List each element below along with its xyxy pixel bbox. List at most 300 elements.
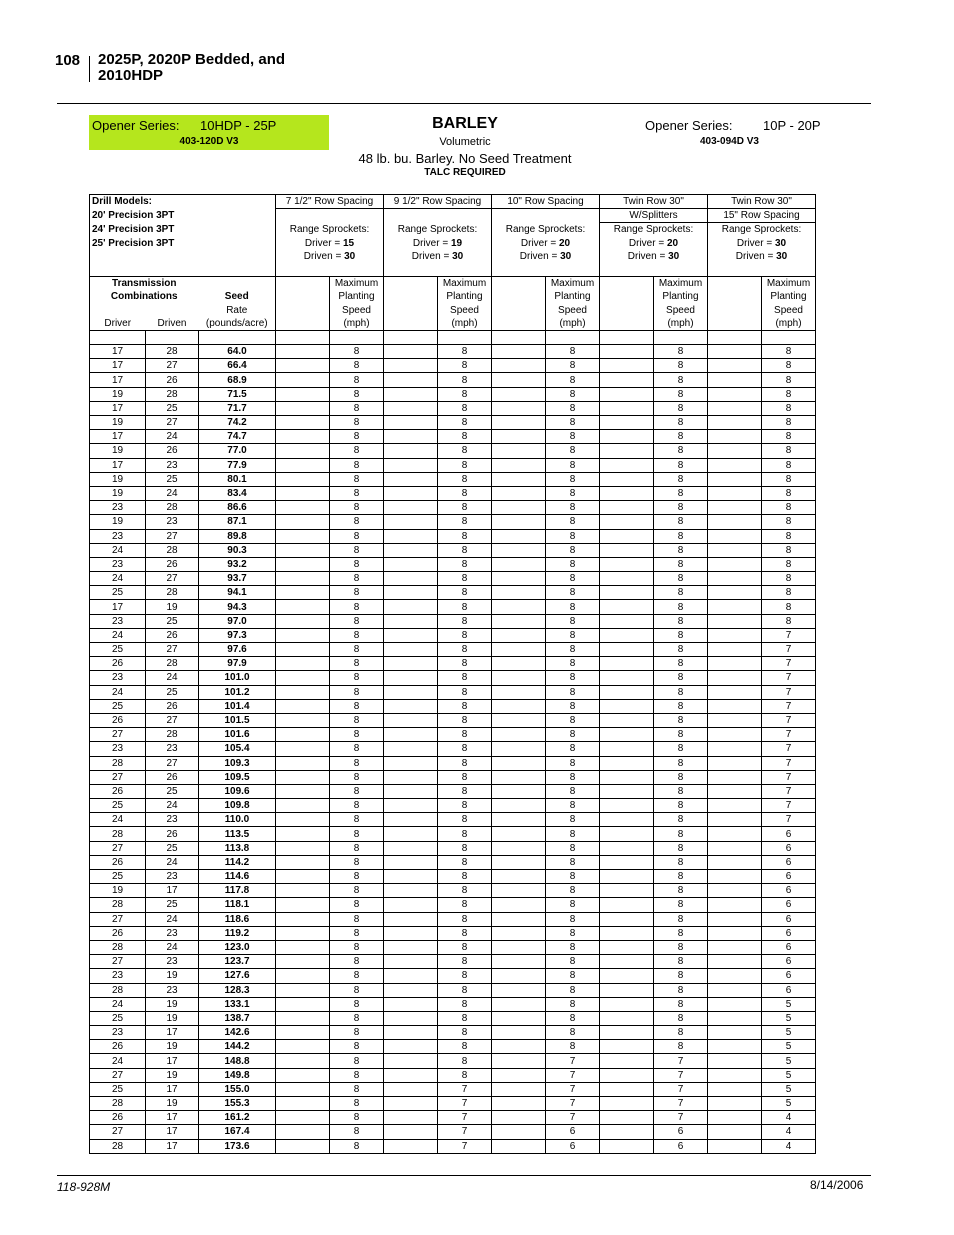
max-header: Planting (330, 290, 384, 303)
driver-cell: 26 (90, 1040, 146, 1054)
driven-cell: 25 (146, 401, 199, 415)
max-speed-cell: 8 (438, 870, 492, 884)
spacer-cell (384, 784, 438, 798)
spacer-cell (708, 955, 762, 969)
driver-cell: 24 (90, 813, 146, 827)
seed-rate-cell: 113.8 (199, 841, 276, 855)
sprocket-driven-value: 30 (776, 250, 788, 262)
table-row (90, 486, 816, 500)
spacer-cell (276, 614, 330, 628)
table-row (90, 600, 816, 614)
sprocket-driven-label: Driven = (519, 250, 561, 262)
max-speed-cell: 8 (330, 955, 384, 969)
max-speed-cell: 8 (546, 628, 600, 642)
spacer-cell (384, 841, 438, 855)
spacer-cell (708, 543, 762, 557)
spacer-cell (708, 898, 762, 912)
driven-heading: Driven (146, 317, 199, 331)
seed-rate-table (89, 194, 816, 1154)
spacer-cell (384, 543, 438, 557)
spacing-label-1: 9 1/2" Row Spacing (384, 195, 492, 209)
driver-cell: 26 (90, 1111, 146, 1125)
max-header: Speed (330, 304, 384, 317)
max-speed-cell: 8 (330, 756, 384, 770)
table-row (90, 430, 816, 444)
max-speed-cell: 6 (762, 926, 816, 940)
spacer-cell (708, 401, 762, 415)
spacer-cell (492, 543, 546, 557)
table-row (90, 855, 816, 869)
driver-cell: 19 (90, 387, 146, 401)
max-speed-cell: 8 (438, 756, 492, 770)
spacer-cell (708, 699, 762, 713)
max-speed-cell: 5 (762, 1011, 816, 1025)
spacer-cell (600, 870, 654, 884)
max-speed-cell: 8 (654, 345, 708, 359)
spacer-cell (384, 799, 438, 813)
driver-cell: 23 (90, 557, 146, 571)
max-header: Speed (654, 304, 708, 317)
spacer-cell (708, 472, 762, 486)
seed-rate-cell: 71.7 (199, 401, 276, 415)
spacer-cell (492, 1068, 546, 1082)
max-speed-cell: 8 (654, 841, 708, 855)
max-speed-cell: 8 (546, 572, 600, 586)
drill-models-heading: Drill Models: (90, 195, 276, 209)
driven-cell: 17 (146, 1026, 199, 1040)
max-speed-cell: 8 (438, 841, 492, 855)
spacer-cell (708, 1068, 762, 1082)
table-row (90, 472, 816, 486)
seed-rate-cell: 155.3 (199, 1097, 276, 1111)
max-speed-cell: 8 (438, 657, 492, 671)
max-speed-cell: 8 (546, 770, 600, 784)
max-speed-cell: 8 (330, 572, 384, 586)
spacer-cell (600, 1082, 654, 1096)
max-speed-cell: 8 (438, 401, 492, 415)
max-speed-cell: 8 (546, 501, 600, 515)
max-speed-cell: 8 (438, 983, 492, 997)
driven-cell: 17 (146, 1082, 199, 1096)
max-speed-cell: 8 (546, 699, 600, 713)
seed-rate-cell: 110.0 (199, 813, 276, 827)
max-speed-cell: 8 (654, 784, 708, 798)
max-speed-cell: 8 (330, 657, 384, 671)
max-speed-cell: 8 (330, 671, 384, 685)
spacer-cell (492, 486, 546, 500)
max-speed-cell: 8 (438, 884, 492, 898)
spacer-cell (492, 359, 546, 373)
table-row (90, 756, 816, 770)
table-row (90, 387, 816, 401)
table-row (90, 359, 816, 373)
max-speed-cell: 8 (438, 501, 492, 515)
max-header: Maximum (762, 277, 816, 291)
transmission-heading: Transmission (90, 277, 199, 291)
max-speed-cell: 8 (762, 359, 816, 373)
sprocket-driven-label: Driven = (411, 250, 453, 262)
driven-cell: 19 (146, 600, 199, 614)
max-speed-cell: 8 (546, 713, 600, 727)
driven-cell: 23 (146, 515, 199, 529)
sprocket-driven-2 (492, 250, 600, 263)
driver-cell: 19 (90, 884, 146, 898)
driven-cell: 23 (146, 983, 199, 997)
spacer-cell (708, 742, 762, 756)
spacer-cell (276, 713, 330, 727)
max-speed-cell: 7 (546, 1097, 600, 1111)
driver-cell: 24 (90, 628, 146, 642)
document-number: 118-928M (57, 1180, 111, 1194)
spacer-cell (708, 572, 762, 586)
spacer-cell (276, 955, 330, 969)
spacer-cell (708, 728, 762, 742)
max-speed-cell: 8 (654, 813, 708, 827)
driven-cell: 26 (146, 827, 199, 841)
max-speed-cell: 8 (762, 430, 816, 444)
max-speed-cell: 8 (654, 628, 708, 642)
opener-series-left (89, 115, 329, 150)
spacer-cell (492, 784, 546, 798)
table-row (90, 926, 816, 940)
spacer-cell (276, 983, 330, 997)
spacer-cell (600, 685, 654, 699)
max-speed-cell: 8 (762, 557, 816, 571)
max-header: Planting (546, 290, 600, 303)
sprocket-driven-3 (600, 250, 708, 263)
sprocket-driver-value: 15 (342, 237, 355, 249)
max-speed-cell: 7 (546, 1054, 600, 1068)
spacer-cell (276, 870, 330, 884)
max-speed-cell: 8 (330, 1068, 384, 1082)
max-speed-cell: 8 (438, 671, 492, 685)
max-speed-cell: 8 (330, 444, 384, 458)
driver-cell: 17 (90, 401, 146, 415)
spacing-label-2: 10" Row Spacing (492, 195, 600, 209)
table-row (90, 685, 816, 699)
table-row (90, 543, 816, 557)
sprocket-driver-label: Driver = (736, 237, 775, 249)
table-row (90, 898, 816, 912)
seed-rate-cell: 119.2 (199, 926, 276, 940)
max-speed-cell: 8 (762, 345, 816, 359)
max-speed-cell: 4 (762, 1111, 816, 1125)
max-speed-cell: 8 (546, 458, 600, 472)
document-date: 8/14/2006 (810, 1178, 864, 1192)
seed-heading: Seed (199, 290, 276, 303)
spacer-cell (600, 884, 654, 898)
max-speed-cell: 8 (438, 416, 492, 430)
spacer-cell (384, 572, 438, 586)
max-speed-cell: 8 (654, 756, 708, 770)
max-speed-cell: 8 (654, 643, 708, 657)
spacer-cell (492, 969, 546, 983)
spacer-cell (276, 1011, 330, 1025)
driven-cell: 26 (146, 628, 199, 642)
max-speed-cell: 7 (654, 1111, 708, 1125)
max-speed-cell: 8 (330, 969, 384, 983)
max-speed-cell: 8 (762, 444, 816, 458)
max-header: (mph) (762, 317, 816, 331)
spacer-cell (384, 884, 438, 898)
driver-cell: 23 (90, 969, 146, 983)
max-speed-cell: 8 (546, 430, 600, 444)
max-speed-cell: 5 (762, 1054, 816, 1068)
spacer-cell (276, 784, 330, 798)
driven-cell: 25 (146, 614, 199, 628)
header-rule (57, 103, 871, 104)
spacer-cell (384, 983, 438, 997)
seed-rate-cell: 66.4 (199, 359, 276, 373)
spacer-cell (276, 940, 330, 954)
table-row (90, 955, 816, 969)
spacer-cell (384, 1054, 438, 1068)
max-speed-cell: 7 (762, 685, 816, 699)
driven-cell: 26 (146, 444, 199, 458)
max-speed-cell: 8 (654, 997, 708, 1011)
seed-rate-cell: 97.0 (199, 614, 276, 628)
spacer-cell (708, 430, 762, 444)
max-speed-cell: 6 (762, 983, 816, 997)
spacer-cell (384, 713, 438, 727)
max-speed-cell: 8 (762, 458, 816, 472)
spacer-cell (384, 1040, 438, 1054)
spacer-cell (492, 515, 546, 529)
spacer-cell (384, 926, 438, 940)
spacer-cell (384, 1139, 438, 1153)
seed-rate-cell: 101.5 (199, 713, 276, 727)
spacer-cell (276, 486, 330, 500)
seed-rate-cell: 109.5 (199, 770, 276, 784)
max-speed-cell: 8 (546, 643, 600, 657)
spacer-cell (492, 1125, 546, 1139)
max-speed-cell: 8 (546, 600, 600, 614)
spacer-cell (276, 827, 330, 841)
max-speed-cell: 8 (438, 969, 492, 983)
spacer-cell (276, 458, 330, 472)
spacer-cell (600, 543, 654, 557)
spacer-cell (600, 728, 654, 742)
spacer-cell (492, 770, 546, 784)
table-row (90, 1054, 816, 1068)
max-speed-cell: 8 (330, 458, 384, 472)
max-speed-cell: 8 (330, 1054, 384, 1068)
max-header: Maximum (546, 277, 600, 291)
max-speed-cell: 6 (546, 1125, 600, 1139)
driver-cell: 27 (90, 728, 146, 742)
crop-subtitle: 48 lb. bu. Barley. No Seed Treatment (358, 151, 572, 166)
driver-cell: 25 (90, 586, 146, 600)
spacer-cell (384, 1111, 438, 1125)
max-speed-cell: 8 (330, 742, 384, 756)
spacer-cell (492, 600, 546, 614)
max-speed-cell: 7 (762, 813, 816, 827)
spacing-sublabel-3: W/Splitters (600, 209, 708, 223)
driven-cell: 24 (146, 855, 199, 869)
max-speed-cell: 6 (762, 955, 816, 969)
spacer-cell (708, 926, 762, 940)
max-speed-cell: 8 (330, 884, 384, 898)
seed-rate-cell: 80.1 (199, 472, 276, 486)
rate-heading: Rate (199, 304, 276, 317)
spacer-cell (492, 657, 546, 671)
spacer-cell (492, 1054, 546, 1068)
driven-cell: 26 (146, 557, 199, 571)
max-speed-cell: 8 (654, 855, 708, 869)
sprocket-driver-4 (708, 237, 816, 250)
max-speed-cell: 8 (330, 486, 384, 500)
spacer-cell (600, 1125, 654, 1139)
max-header: Planting (438, 290, 492, 303)
spacer-cell (600, 416, 654, 430)
spacer-cell (492, 983, 546, 997)
max-speed-cell: 8 (330, 926, 384, 940)
sprocket-title: Range Sprockets: (276, 223, 384, 237)
max-speed-cell: 8 (330, 940, 384, 954)
driver-cell: 26 (90, 657, 146, 671)
max-speed-cell: 8 (330, 713, 384, 727)
max-speed-cell: 8 (438, 898, 492, 912)
spacer-cell (276, 912, 330, 926)
spacer-cell (384, 430, 438, 444)
max-speed-cell: 8 (330, 827, 384, 841)
max-speed-cell: 8 (438, 770, 492, 784)
max-speed-cell: 8 (654, 685, 708, 699)
spacer-cell (600, 671, 654, 685)
max-speed-cell: 8 (330, 586, 384, 600)
spacer-cell (276, 855, 330, 869)
spacer-cell (492, 742, 546, 756)
seed-rate-cell: 74.2 (199, 416, 276, 430)
spacer-cell (600, 373, 654, 387)
spacer-cell (384, 699, 438, 713)
spacer-cell (708, 643, 762, 657)
seed-rate-cell: 128.3 (199, 983, 276, 997)
max-speed-cell: 6 (762, 827, 816, 841)
max-speed-cell: 8 (330, 614, 384, 628)
spacer-cell (492, 855, 546, 869)
spacer-cell (708, 799, 762, 813)
seed-rate-cell: 64.0 (199, 345, 276, 359)
spacer-cell (492, 501, 546, 515)
spacer-cell (492, 444, 546, 458)
max-speed-cell: 8 (438, 799, 492, 813)
max-header: (mph) (438, 317, 492, 331)
spacer-cell (600, 458, 654, 472)
driver-cell: 19 (90, 416, 146, 430)
driven-cell: 17 (146, 1139, 199, 1153)
spacer-cell (492, 345, 546, 359)
spacer-cell (708, 515, 762, 529)
seed-rate-cell: 161.2 (199, 1111, 276, 1125)
max-speed-cell: 8 (762, 543, 816, 557)
driver-cell: 25 (90, 699, 146, 713)
max-speed-cell: 8 (654, 898, 708, 912)
spacer-cell (276, 671, 330, 685)
seed-rate-cell: 77.0 (199, 444, 276, 458)
seed-rate-cell: 101.4 (199, 699, 276, 713)
spacer-cell (384, 1068, 438, 1082)
spacer-cell (276, 1097, 330, 1111)
spacer-cell (492, 529, 546, 543)
spacer-cell (708, 1026, 762, 1040)
opener-right-label: Opener Series: (645, 118, 733, 133)
seed-rate-cell: 142.6 (199, 1026, 276, 1040)
spacer-cell (492, 373, 546, 387)
seed-rate-cell: 109.3 (199, 756, 276, 770)
sprocket-driver-label: Driver = (628, 237, 667, 249)
max-speed-cell: 7 (546, 1111, 600, 1125)
driven-cell: 19 (146, 1097, 199, 1111)
max-speed-cell: 8 (546, 657, 600, 671)
spacer-cell (600, 586, 654, 600)
sprocket-title: Range Sprockets: (708, 223, 816, 237)
max-speed-cell: 8 (438, 586, 492, 600)
opener-right-code: 403-094D V3 (700, 136, 759, 147)
spacing-label-4: Twin Row 30" (708, 195, 816, 209)
max-speed-cell: 8 (654, 955, 708, 969)
seed-rate-cell: 109.8 (199, 799, 276, 813)
table-row (90, 1068, 816, 1082)
spacer-cell (276, 884, 330, 898)
spacer-cell (276, 770, 330, 784)
driver-cell: 23 (90, 1026, 146, 1040)
max-header: Planting (762, 290, 816, 303)
max-speed-cell: 7 (762, 728, 816, 742)
max-speed-cell: 8 (438, 430, 492, 444)
max-speed-cell: 8 (546, 671, 600, 685)
table-row (90, 557, 816, 571)
driver-cell: 26 (90, 855, 146, 869)
spacer-cell (708, 501, 762, 515)
spacer-cell (384, 359, 438, 373)
spacer-cell (708, 969, 762, 983)
spacer-cell (276, 1082, 330, 1096)
spacer-cell (276, 557, 330, 571)
max-speed-cell: 5 (762, 1097, 816, 1111)
max-speed-cell: 8 (546, 586, 600, 600)
driver-cell: 24 (90, 543, 146, 557)
driver-cell: 23 (90, 501, 146, 515)
spacer-cell (708, 685, 762, 699)
spacer-cell (276, 359, 330, 373)
max-speed-cell: 7 (438, 1125, 492, 1139)
spacer-cell (276, 529, 330, 543)
seed-rate-cell: 94.1 (199, 586, 276, 600)
max-speed-cell: 8 (654, 827, 708, 841)
spacer-cell (492, 799, 546, 813)
seed-rate-cell: 118.1 (199, 898, 276, 912)
spacer-cell (492, 1097, 546, 1111)
max-speed-cell: 6 (762, 969, 816, 983)
seed-rate-cell: 93.2 (199, 557, 276, 571)
max-header: Planting (654, 290, 708, 303)
table-row (90, 870, 816, 884)
max-speed-cell: 8 (654, 1011, 708, 1025)
driver-cell: 24 (90, 572, 146, 586)
driven-cell: 19 (146, 997, 199, 1011)
max-speed-cell: 8 (438, 557, 492, 571)
spacer-cell (384, 1026, 438, 1040)
max-speed-cell: 8 (546, 870, 600, 884)
seed-rate-cell: 86.6 (199, 501, 276, 515)
max-speed-cell: 8 (654, 983, 708, 997)
max-speed-cell: 8 (330, 784, 384, 798)
spacer-cell (276, 1054, 330, 1068)
drill-model-1: 24' Precision 3PT (90, 223, 276, 237)
max-speed-cell: 8 (654, 529, 708, 543)
max-speed-cell: 8 (438, 1026, 492, 1040)
